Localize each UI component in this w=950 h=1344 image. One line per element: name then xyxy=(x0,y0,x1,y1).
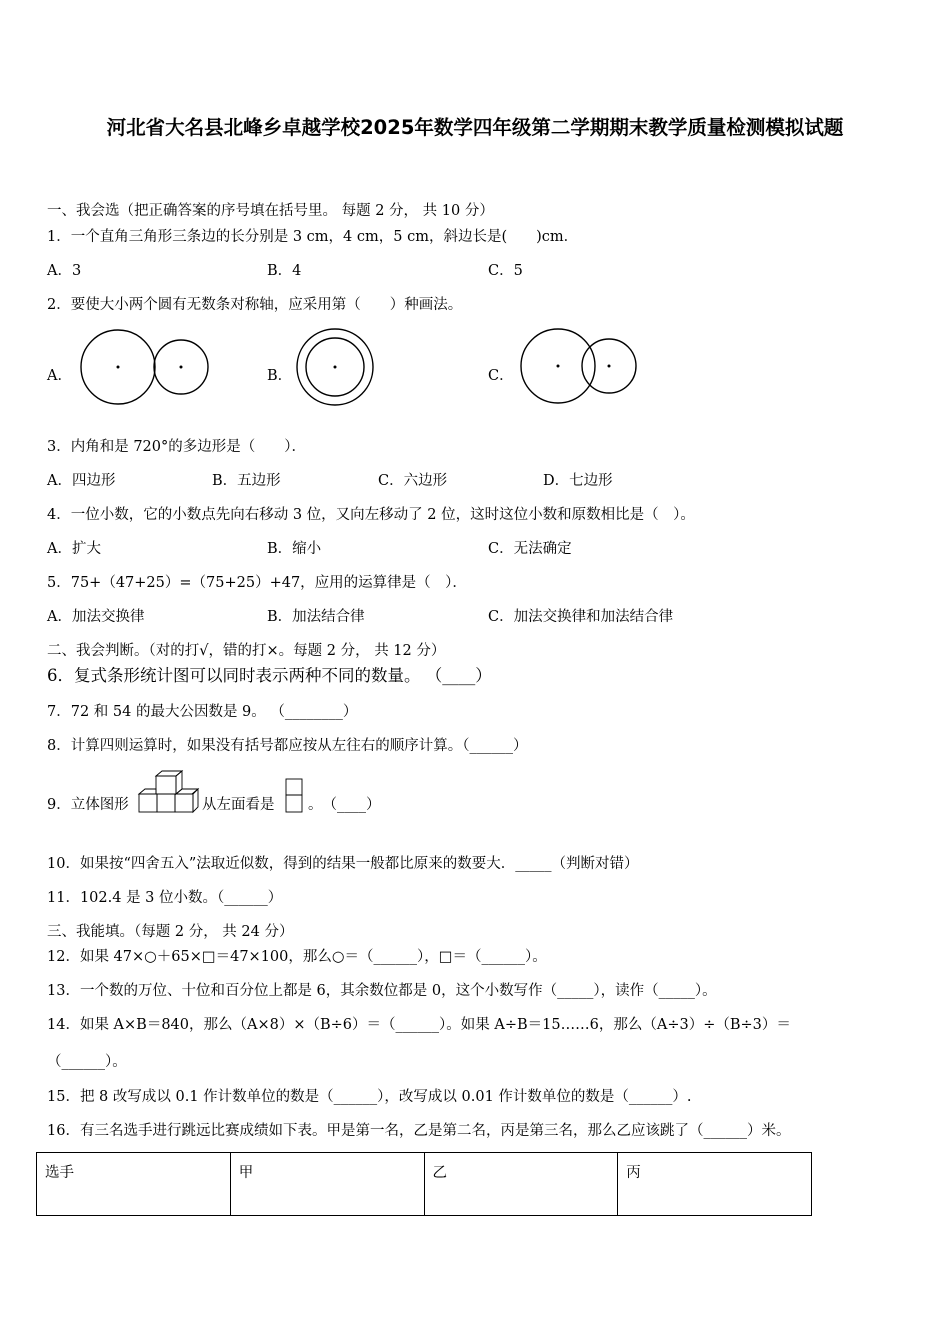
q5-option-b: B．加法结合律 xyxy=(267,609,365,625)
q1-option-c: C．5 xyxy=(488,263,523,279)
question-8: 8．计算四则运算时，如果没有括号都应按从左往右的顺序计算。（______） xyxy=(47,738,528,754)
q3-option-c: C．六边形 xyxy=(378,473,448,489)
table-cell-jia: 甲 xyxy=(230,1153,424,1216)
section-3-heading: 三、我能填。（每题 2 分， 共 24 分） xyxy=(47,924,294,940)
question-7: 7．72 和 54 的最大公因数是 9。 （________） xyxy=(47,704,358,720)
question-16: 16．有三名选手进行跳远比赛成绩如下表。甲是第一名，乙是第二名，丙是第三名，那么乙应该跳了（______）米。 xyxy=(47,1123,791,1139)
q3-option-a: A．四边形 xyxy=(47,473,116,489)
question-2: 2．要使大小两个圆有无数条对称轴，应采用第（ ）种画法。 xyxy=(47,297,463,313)
section-2-heading: 二、我会判断。（对的打√，错的打×。每题 2 分， 共 12 分） xyxy=(47,643,446,659)
q2-figure-b-concentric-circles xyxy=(290,322,390,414)
question-11: 11．102.4 是 3 位小数。（______） xyxy=(47,890,283,906)
question-14-line-2: （______）。 xyxy=(47,1054,127,1070)
table-cell-yi: 乙 xyxy=(424,1153,618,1216)
question-5: 5．75+（47+25）=（75+25）+47，应用的运算律是（ ）． xyxy=(47,575,467,591)
q4-option-c: C．无法确定 xyxy=(488,541,572,557)
q5-option-c: C．加法交换律和加法结合律 xyxy=(488,609,674,625)
question-9-prefix: 9．立体图形 xyxy=(47,797,129,813)
q9-solid-figure xyxy=(138,770,200,816)
question-4: 4．一位小数，它的小数点先向右移动 3 位，又向左移动了 2 位，这时这位小数和原数相比是（ ）。 xyxy=(47,507,695,523)
question-15: 15．把 8 改写成以 0.1 作计数单位的数是（______），改写成以 0.01 作计数单位的数是（______）. xyxy=(47,1089,692,1105)
q2-figure-c-intersecting-circles xyxy=(510,320,650,415)
q2-option-a: A． xyxy=(47,368,72,384)
question-13: 13．一个数的万位、十位和百分位上都是 6，其余数位都是 0，这个小数写作（_____），读作（_____）。 xyxy=(47,983,717,999)
q1-option-a: A．3 xyxy=(47,263,82,279)
q3-option-d: D．七边形 xyxy=(543,473,613,489)
q5-option-a: A．加法交换律 xyxy=(47,609,145,625)
table-cell-bing: 丙 xyxy=(618,1153,812,1216)
section-1-heading: 一、我会选（把正确答案的序号填在括号里。 每题 2 分， 共 10 分） xyxy=(47,203,494,219)
question-9-middle: 从左面看是 xyxy=(202,797,275,813)
question-1: 1．一个直角三角形三条边的长分别是 3 cm，4 cm，5 cm，斜边长是( )cm． xyxy=(47,229,579,245)
q2-option-b: B． xyxy=(267,368,293,384)
q4-option-b: B．缩小 xyxy=(267,541,322,557)
q2-option-c: C． xyxy=(488,368,514,384)
question-10: 10．如果按“四舍五入”法取近似数，得到的结果一般都比原来的数要大．_____（判断对错） xyxy=(47,856,639,872)
question-12: 12．如果 47×○＋65×□＝47×100，那么○＝（______），□＝（______）。 xyxy=(47,949,547,965)
q1-option-b: B．4 xyxy=(267,263,302,279)
table-row xyxy=(37,1153,812,1216)
q9-left-view-figure xyxy=(285,778,305,816)
exam-title: 河北省大名县北峰乡卓越学校2025年数学四年级第二学期期末教学质量检测模拟试题 xyxy=(106,116,844,139)
jump-results-table xyxy=(36,1152,812,1216)
q3-option-b: B．五边形 xyxy=(212,473,281,489)
question-14-line-1: 14．如果 A×B＝840，那么（A×8）×（B÷6）＝（______）。如果 A÷B＝15……6，那么（A÷3）÷（B÷3）＝ xyxy=(47,1017,791,1033)
question-6: 6．复式条形统计图可以同时表示两种不同的数量。 （____） xyxy=(47,666,492,685)
table-cell-player: 选手 xyxy=(37,1153,231,1216)
q4-option-a: A．扩大 xyxy=(47,541,101,557)
question-9-suffix: 。 （____） xyxy=(308,797,381,813)
q2-figure-a-tangent-circles xyxy=(72,322,222,414)
question-3: 3．内角和是 720°的多边形是（ ）． xyxy=(47,439,307,455)
